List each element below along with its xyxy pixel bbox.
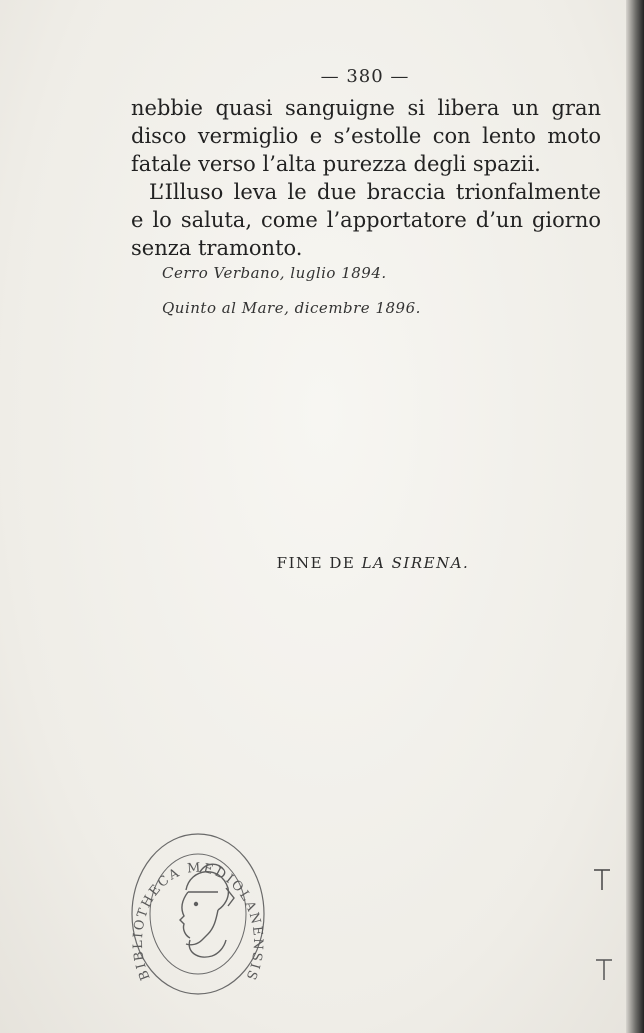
dateline: Cerro Verbano, luglio 1894. — [162, 264, 387, 282]
dateline: Quinto al Mare, dicembre 1896. — [162, 299, 421, 317]
body-text — [131, 94, 601, 262]
paragraph: L’Illuso leva le due braccia trionfalmente e lo saluta, come l’apportatore d’un giorno senza tramonto. — [131, 180, 601, 260]
end-note-title: LA SIRENA. — [361, 554, 470, 572]
page-number: — 380 — — [320, 66, 410, 87]
stamp-legend: BIBLIOTHECA MEDIOLANENSIS — [130, 860, 266, 984]
paragraph: nebbie quasi sanguigne si libera un gran disco vermiglio e s’estolle con lento moto fatale verso l’alta purezza degli spazii. — [131, 96, 601, 176]
page-edge-shadow — [626, 0, 644, 1033]
margin-pencil-mark — [588, 850, 624, 990]
library-stamp-seal — [128, 828, 268, 996]
svg-text:BIBLIOTHECA MEDIOLANENSIS — [131, 861, 265, 984]
end-note — [0, 554, 644, 572]
end-note-prefix: FINE DE — [276, 554, 362, 572]
